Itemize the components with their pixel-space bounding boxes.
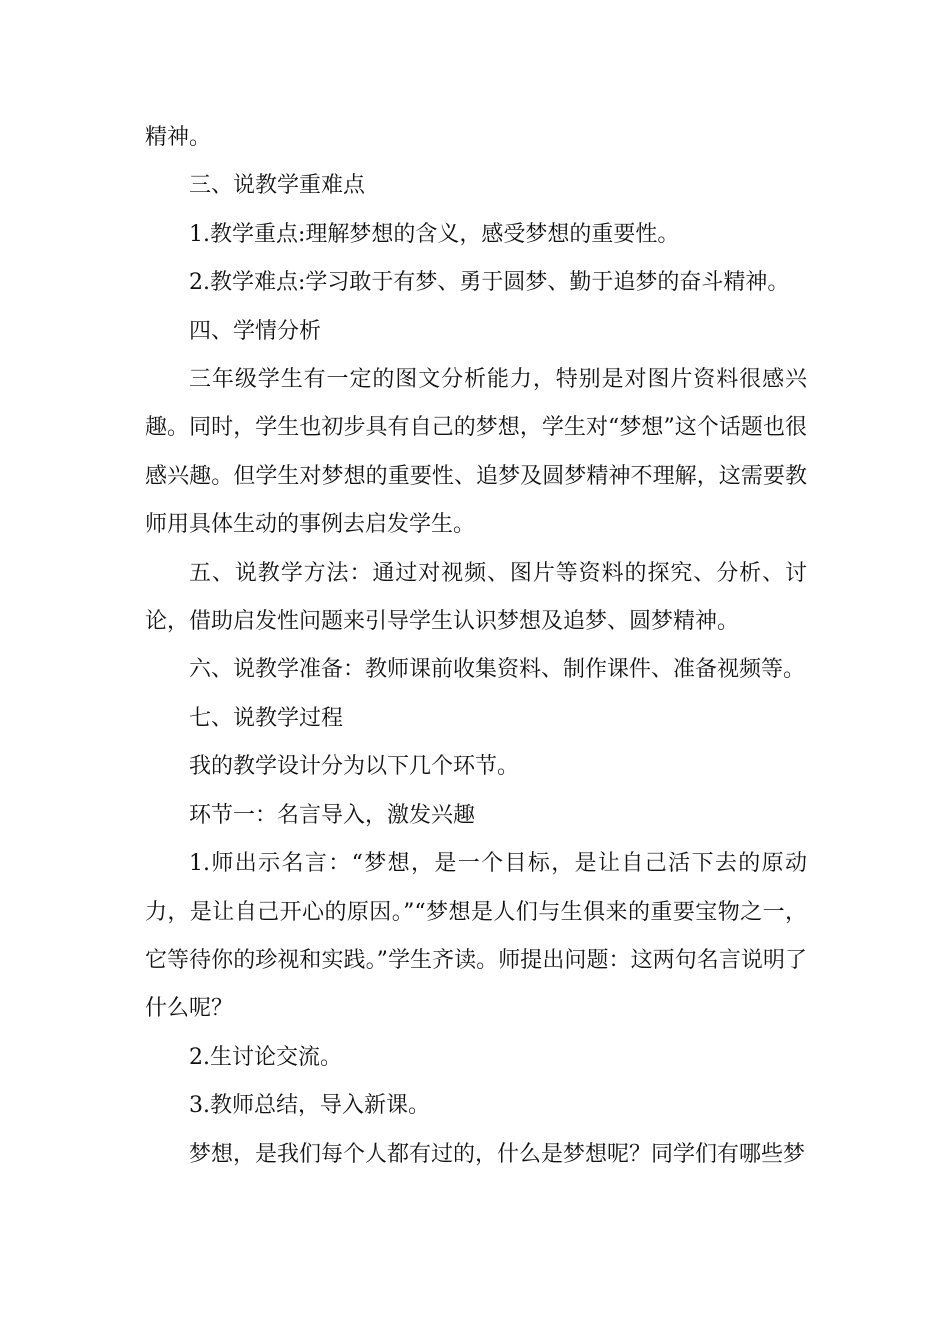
paragraph-student-analysis: 三年级学生有一定的图文分析能力，特别是对图片资料很感兴趣。同时，学生也初步具有自己的梦想，学生对“梦想”这个话题也很感兴趣。但学生对梦想的重要性、追梦及圆梦精神不理解，这需要教师用具体生动的事例去启发学生。 — [145, 367, 807, 538]
paragraph-teaching-methods: 五、说教学方法：通过对视频、图片等资料的探究、分析、讨论，借助启发性问题来引导学生认识梦想及追梦、圆梦精神。 — [145, 560, 807, 635]
section-heading-key-points: 三、说教学重难点 — [189, 173, 366, 199]
paragraph-quotes: 1.师出示名言：“梦想，是一个目标，是让自己活下去的原动力，是让自己开心的原因。”“梦想是人们与生俱来的重要宝物之一，它等待你的珍视和实践。”学生齐读。师提出问题：这两句名言说明了什么呢？ — [145, 851, 807, 1022]
paragraph-key-point: 1.教学重点:理解梦想的含义，感受梦想的重要性。 — [189, 221, 680, 247]
paragraph-dream-question: 梦想，是我们每个人都有过的，什么是梦想呢？同学们有哪些梦 — [189, 1141, 806, 1167]
section-heading-teaching-process: 七、说教学过程 — [189, 705, 344, 731]
paragraph-discussion: 2.生讨论交流。 — [189, 1044, 342, 1070]
paragraph-difficult-point: 2.教学难点:学习敢于有梦、勇于圆梦、勤于追梦的奋斗精神。 — [189, 270, 790, 296]
paragraph-summary: 3.教师总结，导入新课。 — [189, 1093, 430, 1119]
paragraph-continuation: 精神。 — [145, 125, 212, 150]
paragraph-teaching-preparation: 六、说教学准备：教师课前收集资料、制作课件、准备视频等。 — [189, 657, 806, 683]
section-heading-student-analysis: 四、学情分析 — [189, 318, 322, 344]
document-body — [145, 114, 807, 1179]
subheading-step-one: 环节一：名言导入，激发兴趣 — [189, 802, 476, 828]
paragraph-process-intro: 我的教学设计分为以下几个环节。 — [189, 754, 520, 780]
